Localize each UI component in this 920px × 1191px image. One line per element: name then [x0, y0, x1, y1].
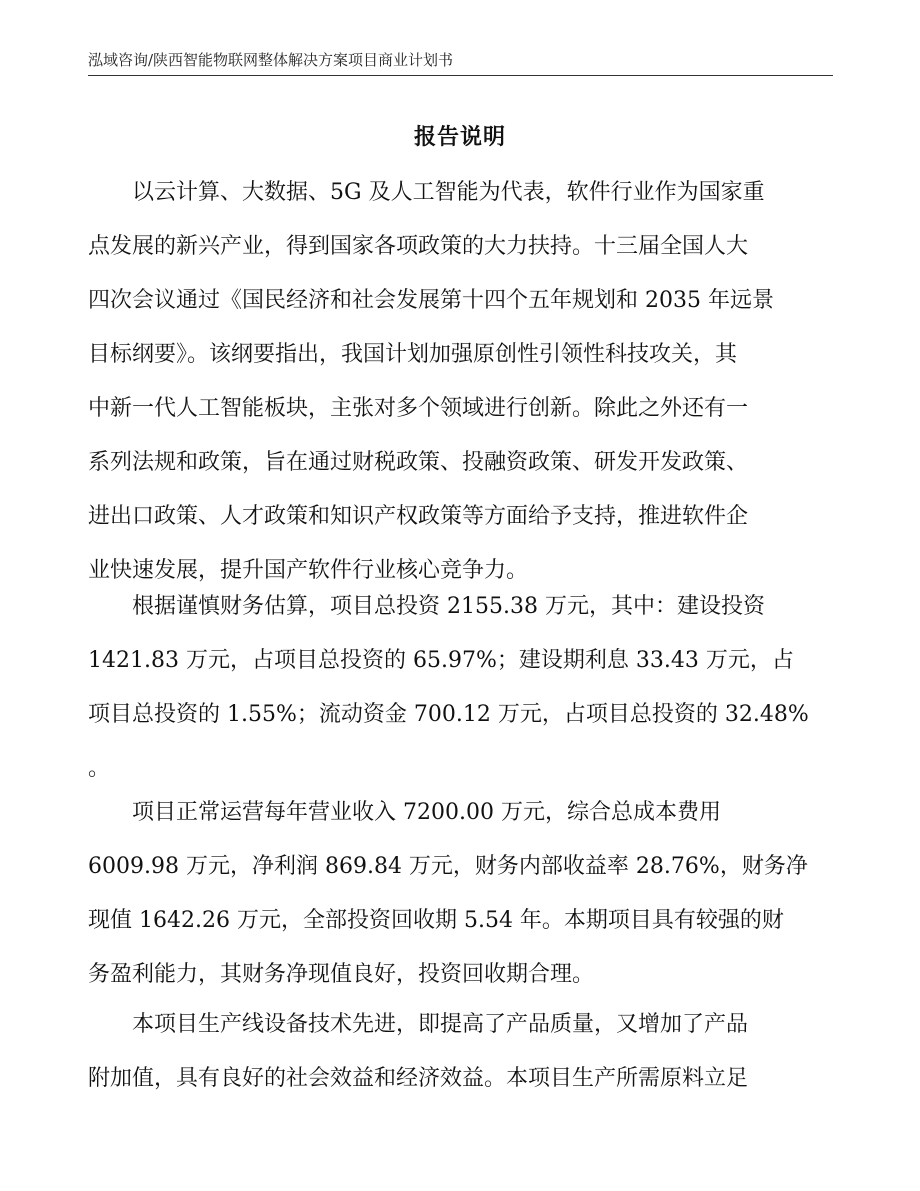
- text-line: 附加值，具有良好的社会效益和经济效益。本项目生产所需原料立足: [88, 1066, 749, 1091]
- text-line: 务盈利能力，其财务净现值良好，投资回收期合理。: [88, 962, 595, 987]
- text-line: 6009.98 万元，净利润 869.84 万元，财务内部收益率 28.76%，财务净: [88, 854, 808, 879]
- paragraph-production-line: [88, 998, 833, 1106]
- text-line: 。: [88, 756, 111, 781]
- text-line: 进出口政策、人才政策和知识产权政策等方面给予支持，推进软件企: [88, 504, 749, 529]
- text-line: 现值 1642.26 万元，全部投资回收期 5.54 年。本期项目具有较强的财: [88, 908, 784, 933]
- text-line: 本项目生产线设备技术先进，即提高了产品质量，又增加了产品: [132, 1012, 749, 1037]
- text-line: 根据谨慎财务估算，项目总投资 2155.38 万元，其中：建设投资: [132, 594, 765, 619]
- text-line: 1421.83 万元，占项目总投资的 65.97%；建设期利息 33.43 万元，占: [88, 648, 794, 673]
- section-title: 报告说明: [413, 124, 506, 150]
- text-line: 中新一代人工智能板块，主张对多个领域进行创新。除此之外还有一: [88, 396, 749, 421]
- text-line: 四次会议通过《国民经济和社会发展第十四个五年规划和 2035 年远景: [88, 288, 774, 313]
- paragraph-financial-performance: [88, 786, 833, 1002]
- running-header: 泓域咨询/陕西智能物联网整体解决方案项目商业计划书: [88, 50, 833, 76]
- text-line: 以云计算、大数据、5G 及人工智能为代表，软件行业作为国家重: [132, 180, 765, 205]
- text-line: 目标纲要》。该纲要指出，我国计划加强原创性引领性科技攻关，其: [88, 342, 738, 367]
- text-line: 业快速发展，提升国产软件行业核心竞争力。: [88, 558, 529, 583]
- text-line: 系列法规和政策，旨在通过财税政策、投融资政策、研发开发政策、: [88, 450, 749, 475]
- paragraph-investment-estimate: [88, 580, 833, 796]
- text-line: 点发展的新兴产业，得到国家各项政策的大力扶持。十三届全国人大: [88, 234, 749, 259]
- text-line: 项目总投资的 1.55%；流动资金 700.12 万元，占项目总投资的 32.48%: [88, 702, 809, 727]
- paragraph-policy-background: [88, 166, 833, 598]
- text-line: 项目正常运营每年营业收入 7200.00 万元，综合总成本费用: [132, 800, 721, 825]
